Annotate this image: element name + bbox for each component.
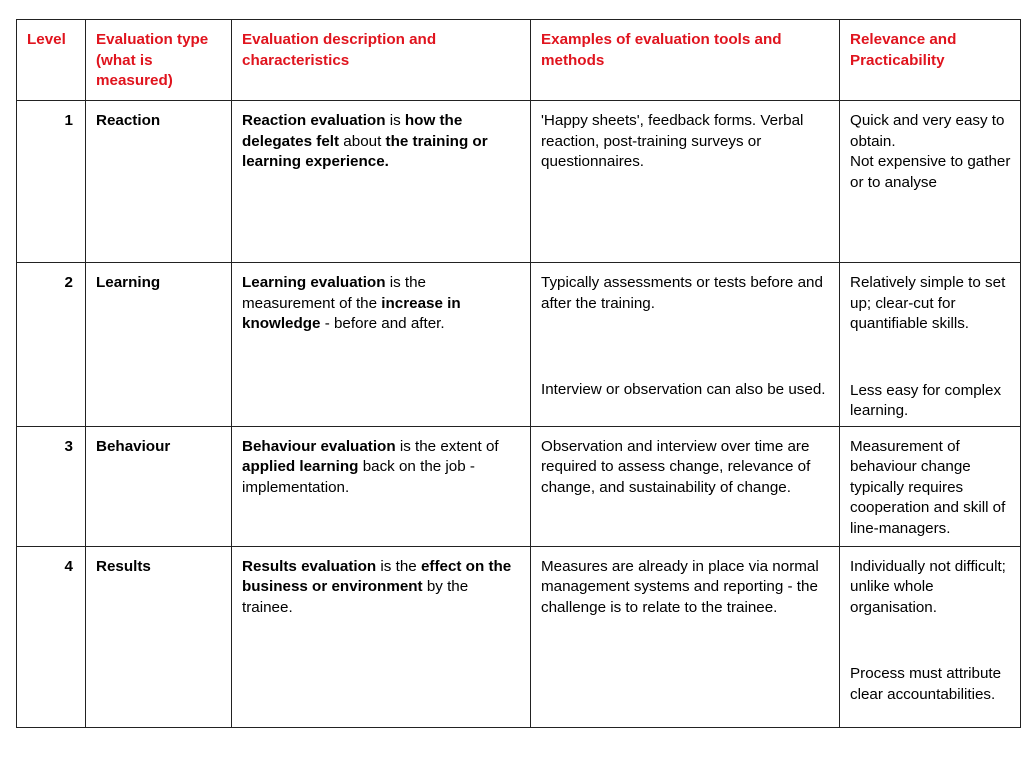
desc-text: is the extent of	[395, 437, 499, 455]
desc-text: - before and after.	[320, 315, 445, 332]
examples-text: 'Happy sheets', feedback forms. Verbal reaction, post-training surveys or questionnaires.	[541, 112, 804, 170]
description-cell	[232, 101, 531, 263]
type-cell: Reaction	[86, 101, 232, 263]
desc-text: back on the job - implementation.	[242, 458, 475, 496]
table-row	[17, 426, 1021, 546]
table-row	[17, 263, 1021, 427]
desc-bold: Results evaluation	[242, 557, 377, 575]
relevance-text: Not expensive to gather or to analyse	[850, 153, 1011, 191]
relevance-cell	[840, 101, 1021, 263]
relevance-text: Quick and very easy to obtain.	[850, 112, 1005, 150]
description-cell	[232, 263, 531, 427]
desc-bold: increase in knowledge	[242, 294, 461, 332]
header-description: Evaluation description and characteristics	[232, 20, 531, 101]
description-cell	[232, 546, 531, 727]
table-row	[17, 101, 1021, 263]
table-row	[17, 546, 1021, 727]
desc-bold: Learning evaluation	[242, 274, 386, 291]
relevance-cell	[840, 546, 1021, 727]
relevance-text: Less easy for complex learning.	[850, 381, 1002, 419]
desc-text: about	[339, 132, 386, 150]
type-cell: Behaviour	[86, 426, 232, 546]
desc-bold: Behaviour evaluation	[242, 437, 396, 455]
desc-text: is the measurement of the	[242, 274, 426, 312]
examples-text: Measures are already in place via normal management systems and reporting - the challenge is to relate to the trainee.	[541, 557, 819, 616]
level-cell: 3	[17, 426, 86, 546]
examples-text: Typically assessments or tests before and after the training.	[541, 274, 823, 312]
relevance-cell	[840, 263, 1021, 427]
desc-text: is the	[376, 557, 421, 575]
relevance-text: Individually not difficult; unlike whole organisation.	[850, 557, 1006, 616]
desc-bold: effect on the business or environment	[242, 557, 512, 595]
desc-bold: the training or learning experience.	[242, 132, 488, 170]
level-cell: 1	[17, 101, 86, 263]
description-cell	[232, 426, 531, 546]
desc-bold: Reaction evaluation	[242, 112, 386, 129]
examples-cell	[531, 101, 840, 263]
table-header-row	[17, 20, 1021, 101]
desc-bold: applied learning	[242, 458, 359, 475]
examples-cell	[531, 546, 840, 727]
header-level: Level	[17, 20, 86, 101]
type-cell: Learning	[86, 263, 232, 427]
examples-cell	[531, 426, 840, 546]
evaluation-levels-table	[16, 19, 1021, 728]
header-examples: Examples of evaluation tools and methods	[531, 20, 840, 101]
examples-cell	[531, 263, 840, 427]
examples-text: Observation and interview over time are required to assess change, relevance of change, and sustainability of change.	[541, 437, 811, 496]
type-cell: Results	[86, 546, 232, 727]
level-cell: 2	[17, 263, 86, 427]
desc-bold: how the delegates felt	[242, 112, 463, 150]
level-cell: 4	[17, 546, 86, 727]
header-relevance: Relevance and Practicability	[840, 20, 1021, 101]
relevance-cell	[840, 426, 1021, 546]
relevance-text: Relatively simple to set up; clear-cut for quantifiable skills.	[850, 274, 1006, 332]
desc-text: is	[385, 112, 405, 129]
examples-text: Interview or observation can also be used.	[541, 381, 826, 398]
relevance-text: Measurement of behaviour change typically requires cooperation and skill of line-managers.	[850, 437, 1006, 537]
relevance-text: Process must attribute clear accountabilities.	[850, 665, 1002, 703]
header-evaluation-type: Evaluation type (what is measured)	[86, 20, 232, 101]
desc-text: by the trainee.	[242, 578, 469, 616]
